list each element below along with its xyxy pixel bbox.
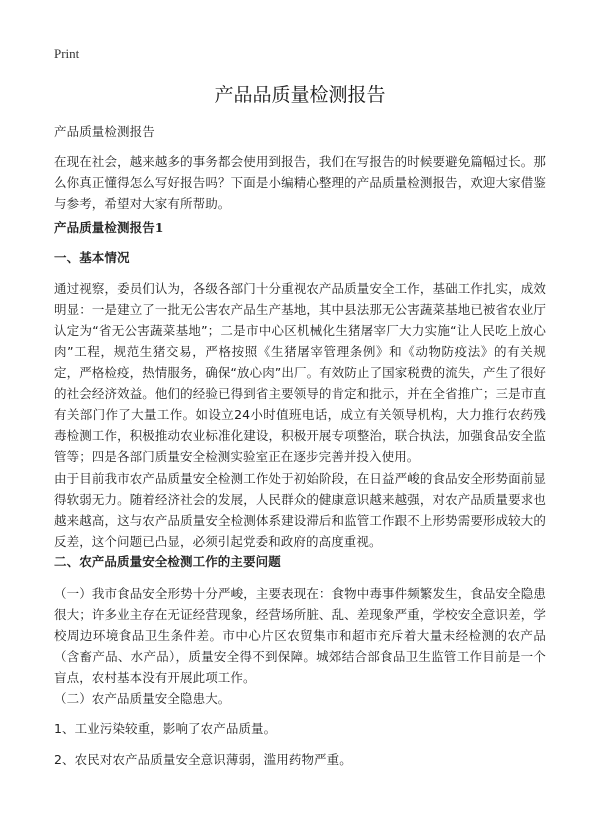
paragraph: （二）农产品质量安全隐患大。 <box>54 691 231 706</box>
page-title: 产品品质量检测报告 <box>214 84 386 106</box>
section-heading-basic: 一、基本情况 <box>54 250 130 265</box>
paragraph: （一）我市食品安全形势十分严峻，主要表现在：食物中毒事件频繁发生，食品安全隐患很大；许多业主存在无证经营现象，经营场所脏、乱、差现象严重，学校安全意识差，学校周边环境食品卫生条件差。市中心片区农贸集市和超市充斥着大量未经检测的农产品（含畜产品、水产品），质量安全得不到保障。城郊结合部食品卫生监管工作目前是一个盲点，农村基本没有开展此项工作。 <box>54 586 546 685</box>
report-heading: 产品质量检测报告1 <box>54 220 164 235</box>
paragraph: 1、工业污染较重，影响了农产品质量。 <box>54 721 277 736</box>
intro-paragraph: 在现在社会，越来越多的事务都会使用到报告，我们在写报告的时候要避免篇幅过长。那么你真正懂得怎么写好报告吗？下面是小编精心整理的产品质量检测报告，欢迎大家借鉴与参考，希望对大家有所帮助。 <box>54 154 546 211</box>
paragraph: 2、农民对农产品质量安全意识薄弱，滥用药物严重。 <box>54 752 352 767</box>
section-heading-problems: 二、农产品质量安全检测工作的主要问题 <box>54 554 281 569</box>
paragraph: 由于目前我市农产品质量安全检测工作处于初始阶段，在日益严峻的食品安全形势面前显得软弱无力。随着经济社会的发展，人民群众的健康意识越来越强，对农产品质量要求也越来越高，这与农产品质量安全检测体系建设滞后和监管工作跟不上形势需要形成较大的反差，这个问题已凸显，必须引起党委和政府的高度重视。 <box>54 471 546 549</box>
print-link[interactable]: Print <box>54 46 80 61</box>
paragraph: 通过视察，委员们认为，各级各部门十分重视农产品质量安全工作，基础工作扎实，成效明显：一是建立了一批无公害农产品生产基地，其中县法那无公害蔬菜基地已被省农业厅认定为“省无公害蔬菜基地”；二是市中心区机械化生猪屠宰厂大力实施“让人民吃上放心肉”工程，规范生猪交易，严格按照《生猪屠宰管理条例》和《动物防疫法》的有关规定，严格检疫，热情服务，确保“放心肉”出厂。有效防止了国家税费的流失，产生了很好的社会经济效益。他们的经验已得到省主要领导的肯定和批示，并在全省推广；三是市直有关部门作了大量工作。如设立24小时值班电话，成立有关领导机构，大力推行农药残毒检测工作，积极推动农业标准化建设，积极开展专项整治，联合执法，加强食品安全监管等；四是各部门质量安全检测实验室正在逐步完善并投入使用。 <box>54 281 546 464</box>
document-subtitle: 产品质量检测报告 <box>54 124 155 139</box>
